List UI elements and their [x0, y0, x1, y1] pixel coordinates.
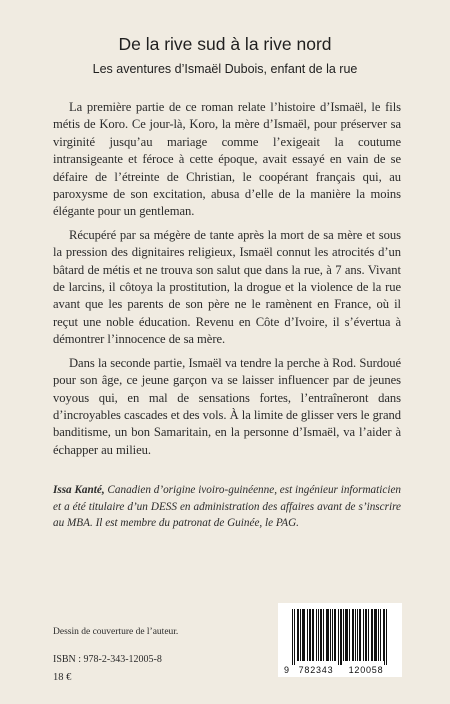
barcode-bar	[384, 609, 385, 665]
barcode-bar	[363, 609, 364, 661]
barcode-bar	[360, 609, 361, 661]
barcode-bar	[302, 609, 303, 661]
barcode-bar	[372, 609, 373, 661]
barcode-bar	[352, 609, 353, 661]
author-bio	[53, 482, 401, 532]
barcode-bar	[326, 609, 327, 661]
barcode-bar	[334, 609, 335, 661]
barcode-bar	[347, 609, 348, 661]
barcode-bar	[312, 609, 313, 661]
isbn: ISBN : 978-2-343-12005-8	[53, 654, 162, 665]
barcode-bar	[375, 609, 376, 661]
barcode-bar	[365, 609, 366, 661]
blurb-paragraph-2: Récupéré par sa mégère de tante après la mort de sa mère et sous la pression des dignitaires religieux, Ismaël connut les atrocités d’un bâtard de métis et ne trouva son salut que dans la rue, à 7 ans. Vivant de larcins, il côtoya la prostitution, la drogue et la violence de la rue avant que les parents de son père ne le ramènent en France, où il reçut une noble éducation. Revenu en Côte d’Ivoire, il s’évertua à démontrer l’innocence de sa mère.	[53, 227, 401, 347]
barcode-bar	[313, 609, 314, 661]
barcode-graphic	[278, 603, 402, 677]
barcode-bar	[323, 609, 324, 661]
barcode-bar	[327, 609, 328, 661]
barcode-bar	[374, 609, 375, 661]
barcode-bar	[346, 609, 347, 661]
barcode-bar	[368, 609, 369, 661]
author-bio-text: Canadien d’origine ivoiro-guinéenne, est ingénieur informaticien et a été titulaire d’un DESS en administration des affaires avant de s’inscrire au MBA. Il est membre du patronat de Guinée, le PAG.	[53, 484, 402, 529]
barcode-bar	[307, 609, 308, 661]
barcode-bar	[340, 609, 341, 665]
author-name: Issa Kanté,	[53, 484, 105, 496]
barcode-bar	[338, 609, 339, 665]
barcode-bar	[335, 609, 336, 661]
barcode-bar	[310, 609, 311, 661]
barcode-bar	[292, 609, 293, 665]
barcode-digit-first: 9	[284, 665, 290, 675]
barcode-bar	[353, 609, 354, 661]
barcode-bar	[343, 609, 344, 661]
barcode-bar	[376, 609, 377, 661]
barcode-bar	[321, 609, 322, 661]
barcode-bar	[303, 609, 304, 661]
barcode-bar	[328, 609, 329, 661]
price: 18 €	[53, 672, 72, 683]
cover-credit: Dessin de couverture de l’auteur.	[53, 627, 179, 637]
book-subtitle: Les aventures d’Ismaël Dubois, enfant de la rue	[92, 62, 358, 76]
barcode-bar	[332, 609, 333, 661]
barcode-bar	[349, 609, 350, 661]
barcode-bar	[371, 609, 372, 661]
barcode-bar	[309, 609, 310, 661]
barcode-bar	[386, 609, 387, 665]
blurb	[53, 99, 401, 465]
barcode-digits-left: 782343	[298, 665, 334, 675]
barcode-bar	[298, 609, 299, 661]
barcode-bar	[378, 609, 379, 661]
barcode-bar	[300, 609, 301, 661]
barcode-bar	[330, 609, 331, 661]
book-title: De la rive sud à la rive nord	[118, 34, 332, 54]
barcode	[278, 603, 402, 677]
barcode-bar	[383, 609, 384, 661]
barcode-bar	[304, 609, 305, 661]
barcode-bar	[359, 609, 360, 661]
barcode-bar	[341, 609, 342, 665]
barcode-bars	[292, 609, 387, 665]
barcode-bar	[355, 609, 356, 661]
blurb-paragraph-1: La première partie de ce roman relate l’histoire d’Ismaël, le fils métis de Koro. Ce jour-là, Koro, la mère d’Ismaël, pour préserver sa virginité jusqu’au mariage comme l’exigeait la coutume intransigeante et féroce à cette époque, avait essayé en vain de se défaire de l’étreinte de Christian, le coopérant français qui, au paroxysme de son excitation, abusa d’elle de la manière la moins élégante pour un gentleman.	[53, 100, 401, 219]
barcode-bar	[297, 609, 298, 661]
barcode-digits-right: 120058	[348, 665, 384, 675]
blurb-paragraph-3: Dans la seconde partie, Ismaël va tendre la perche à Rod. Surdoué pour son âge, ce jeune garçon va se laisser influencer par de jeunes voyous qui, en mal de sensations fortes, l’entraîneront dans d’incroyables cascades et des vols. À la limite de glisser vers le grand banditisme, un bon Samaritain, en la personne d’Ismaël, va l’aider à échapper au milieu.	[53, 355, 401, 457]
barcode-bar	[366, 609, 367, 661]
barcode-bar	[345, 609, 346, 661]
barcode-bar	[318, 609, 319, 661]
barcode-bar	[320, 609, 321, 661]
barcode-bar	[357, 609, 358, 661]
barcode-bar	[380, 609, 381, 661]
barcode-bar	[294, 609, 295, 665]
barcode-bar	[316, 609, 317, 661]
